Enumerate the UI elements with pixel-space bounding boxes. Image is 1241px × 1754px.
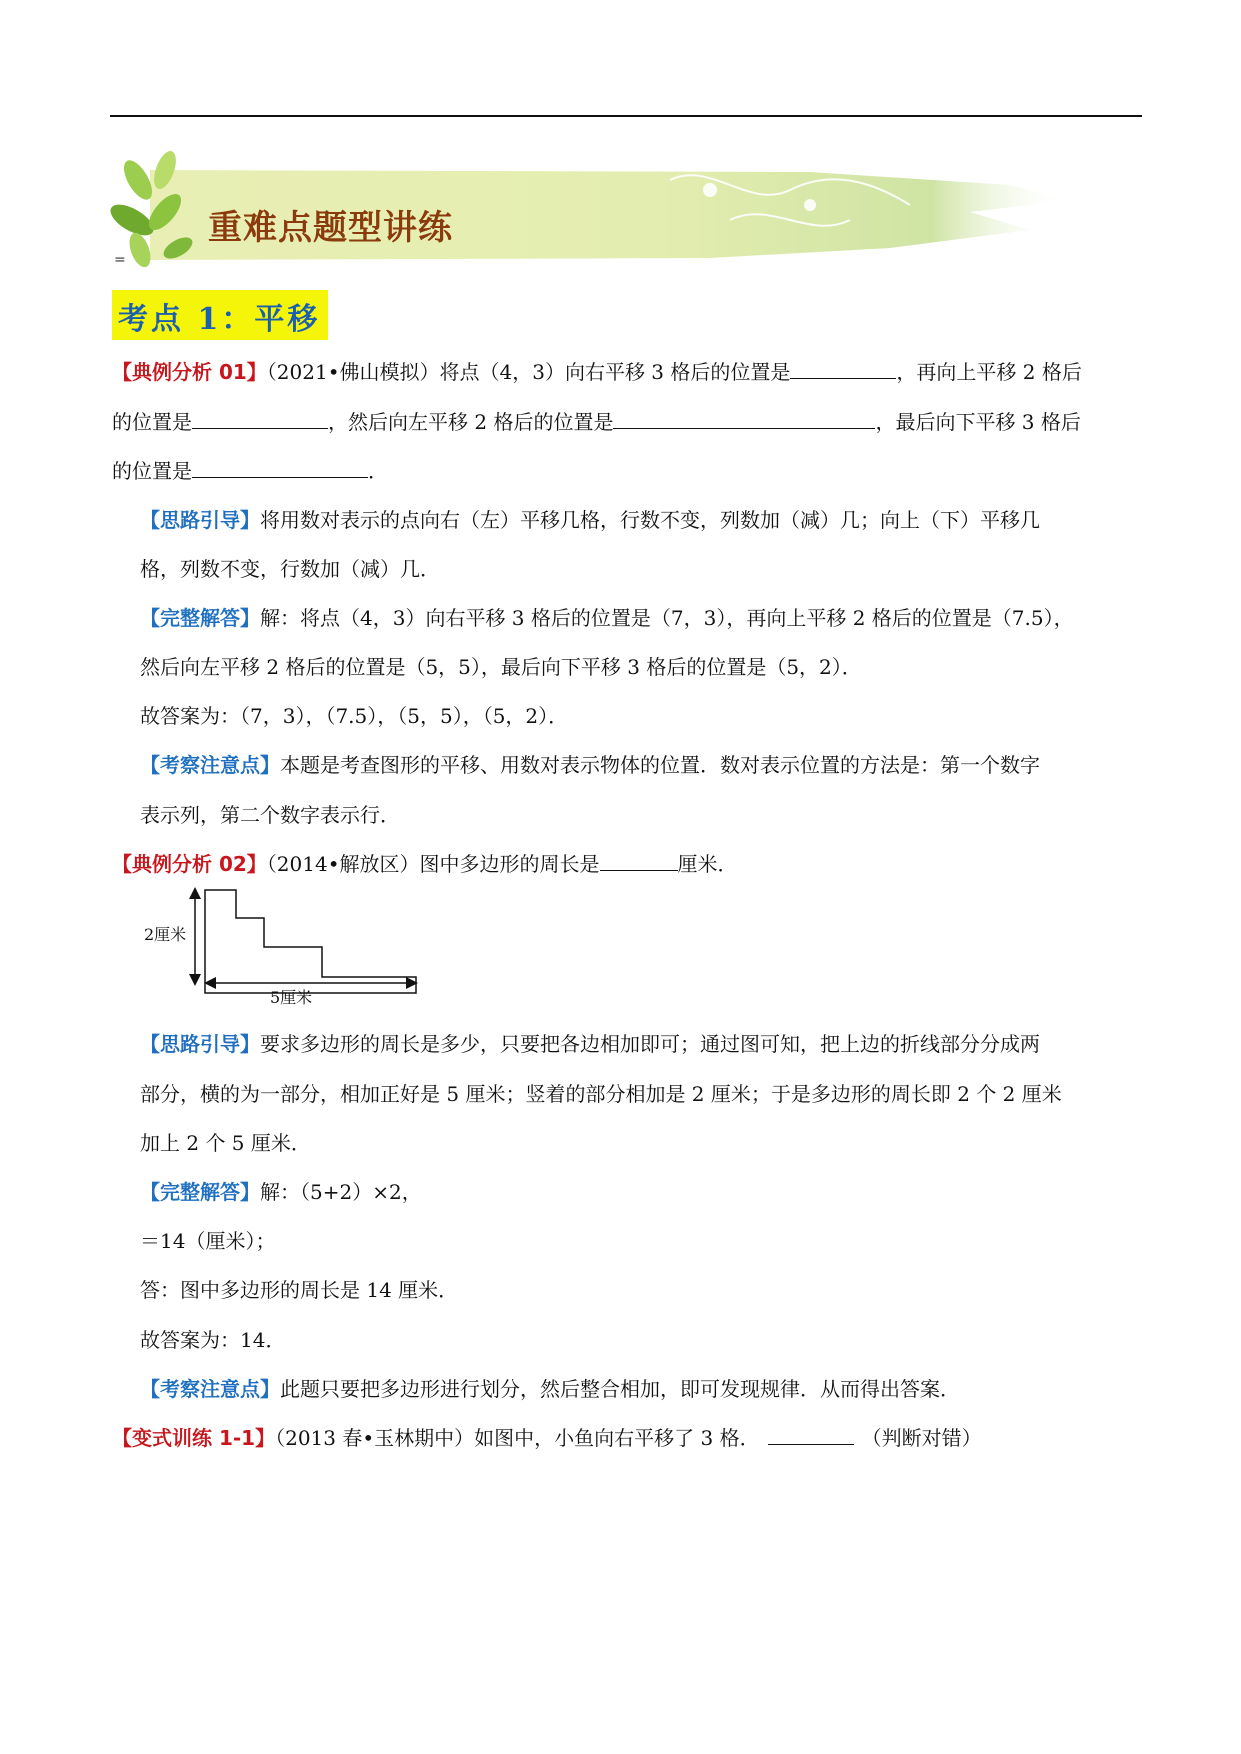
ex02-answer2: ＝14（厘米）； [140, 1229, 276, 1253]
guide-tag: 【思路引导】 [140, 508, 260, 532]
answer-blank[interactable] [768, 1422, 854, 1445]
note-tag: 【考察注意点】 [140, 1377, 280, 1401]
ex01-guide2: 格，列数不变，行数加（减）几． [140, 557, 440, 581]
ex01-guide1: 【思路引导】将用数对表示的点向右（左）平移几格，行数不变，列数加（减）几；向上（下）平移几 [140, 508, 1040, 532]
width-label: 5厘米 [270, 988, 313, 1005]
banner-title: 重难点题型讲练 [208, 208, 453, 248]
var11-question: 【变式训练 1-1】（2013 春•玉林期中）如图中，小鱼向右平移了 3 格． （判断对错） [112, 1422, 982, 1452]
answer-tag: 【完整解答】 [140, 1180, 260, 1204]
ex02-answer3: 答：图中多边形的周长是 14 厘米． [140, 1278, 459, 1302]
ex01-line1: 【典例分析 01】（2021•佛山模拟）将点（4，3）向右平移 3 格后的位置是 ，再向上平移 2 格后 [112, 356, 1082, 386]
height-label: 2厘米 [144, 925, 187, 944]
ex02-tag: 【典例分析 02】 [112, 852, 267, 876]
ex02-note1: 【考察注意点】此题只要把多边形进行划分，然后整合相加，即可发现规律．从而得出答案． [140, 1377, 960, 1401]
banner-eq-mark: = [114, 252, 126, 268]
ex02-guide3: 加上 2 个 5 厘米． [140, 1131, 311, 1155]
ex02-question: 【典例分析 02】（2014•解放区）图中多边形的周长是 厘米． [112, 848, 738, 878]
note-tag: 【考察注意点】 [140, 753, 280, 777]
ex02-answer4: 故答案为：14． [140, 1328, 286, 1352]
answer-blank[interactable] [613, 406, 875, 429]
ex01-line2: 的位置是 ，然后向左平移 2 格后的位置是 ，最后向下平移 3 格后 [112, 406, 1081, 436]
section-title: 考点 1：平移 [112, 290, 328, 340]
ex01-note2: 表示列，第二个数字表示行． [140, 803, 400, 827]
ex01-answer1: 【完整解答】解：将点（4，3）向右平移 3 格后的位置是（7，3），再向上平移 2 格后的位置是（7.5）， [140, 606, 1074, 630]
ex01-line3: 的位置是 ． [112, 455, 388, 485]
answer-blank[interactable] [192, 406, 328, 429]
ex01-answer3: 故答案为：（7，3），（7.5），（5，5），（5，2）． [140, 704, 569, 728]
ex01-note1: 【考察注意点】本题是考查图形的平移、用数对表示物体的位置．数对表示位置的方法是：第一个数字 [140, 753, 1040, 777]
answer-blank[interactable] [600, 848, 678, 871]
stair-polygon [205, 890, 416, 993]
answer-tag: 【完整解答】 [140, 606, 260, 630]
ex02-guide2: 部分，横的为一部分，相加正好是 5 厘米；竖着的部分相加是 2 厘米；于是多边形的周长即 2 个 2 厘米 [140, 1082, 1062, 1106]
ex02-answer1: 【完整解答】解：（5+2）×2， [140, 1180, 422, 1204]
ex01-answer2: 然后向左平移 2 格后的位置是（5，5），最后向下平移 3 格后的位置是（5，2）． [140, 655, 862, 679]
answer-blank[interactable] [790, 356, 896, 379]
var11-tag: 【变式训练 1-1】 [112, 1426, 276, 1450]
answer-blank[interactable] [192, 455, 368, 478]
header-rule [110, 115, 1142, 117]
polygon-figure [140, 885, 430, 1005]
ex01-tag: 【典例分析 01】 [112, 360, 267, 384]
guide-tag: 【思路引导】 [140, 1032, 260, 1056]
ex02-guide1: 【思路引导】要求多边形的周长是多少，只要把各边相加即可；通过图可知，把上边的折线部分分成两 [140, 1032, 1040, 1056]
